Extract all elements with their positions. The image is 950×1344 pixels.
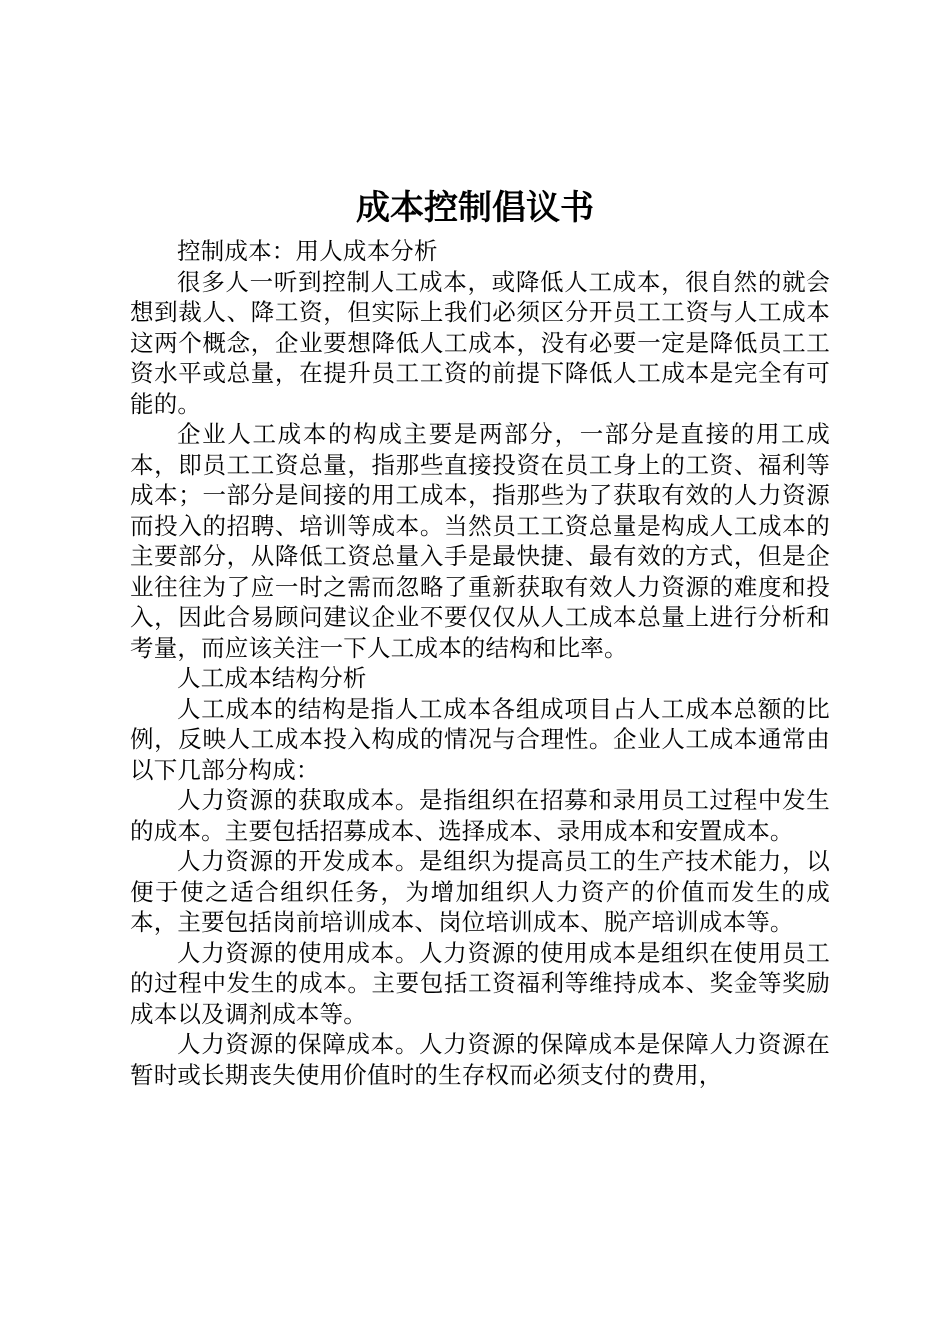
paragraph-cost-composition: 企业人工成本的构成主要是两部分，一部分是直接的用工成本，即员工工资总量，指那些直接投资在员工身上的工资、福利等成本；一部分是间接的用工成本，指那些为了获取有效的人力资源而投入的招聘、培训等成本。当然员工工资总量是构成人工成本的主要部分，从降低工资总量入手是最快捷、最有效的方式，但是企业往往为了应一时之需而忽略了重新获取有效人力资源的难度和投入，因此合易顾问建议企业不要仅仅从人工成本总量上进行分析和考量，而应该关注一下人工成本的结构和比率。 xyxy=(130,420,830,662)
document-body xyxy=(130,236,830,1090)
section-heading-structure: 人工成本结构分析 xyxy=(177,664,367,692)
paragraph-structure-definition: 人工成本的结构是指人工成本各组成项目占人工成本总额的比例，反映人工成本投入构成的情况与合理性。企业人工成本通常由以下几部分构成： xyxy=(130,694,830,784)
paragraph-intro: 很多人一听到控制人工成本，或降低人工成本，很自然的就会想到裁人、降工资，但实际上我们必须区分开员工工资与人工成本这两个概念，企业要想降低人工成本，没有必要一定是降低员工工资水平或总量，在提升员工工资的前提下降低人工成本是完全有可能的。 xyxy=(130,267,830,418)
paragraph-usage-cost: 人力资源的使用成本。人力资源的使用成本是组织在使用员工的过程中发生的成本。主要包括工资福利等维持成本、奖金等奖励成本以及调剂成本等。 xyxy=(130,938,830,1028)
paragraph-acquisition-cost: 人力资源的获取成本。是指组织在招募和录用员工过程中发生的成本。主要包括招募成本、选择成本、录用成本和安置成本。 xyxy=(130,786,830,845)
paragraph-development-cost: 人力资源的开发成本。是组织为提高员工的生产技术能力，以便于使之适合组织任务，为增加组织人力资产的价值而发生的成本，主要包括岗前培训成本、岗位培训成本、脱产培训成本等。 xyxy=(130,847,830,936)
document-title: 成本控制倡议书 xyxy=(356,188,594,228)
section-heading-cost-control: 控制成本：用人成本分析 xyxy=(177,237,438,265)
paragraph-security-cost: 人力资源的保障成本。人力资源的保障成本是保障人力资源在暂时或长期丧失使用价值时的生存权而必须支付的费用， xyxy=(130,1030,830,1089)
